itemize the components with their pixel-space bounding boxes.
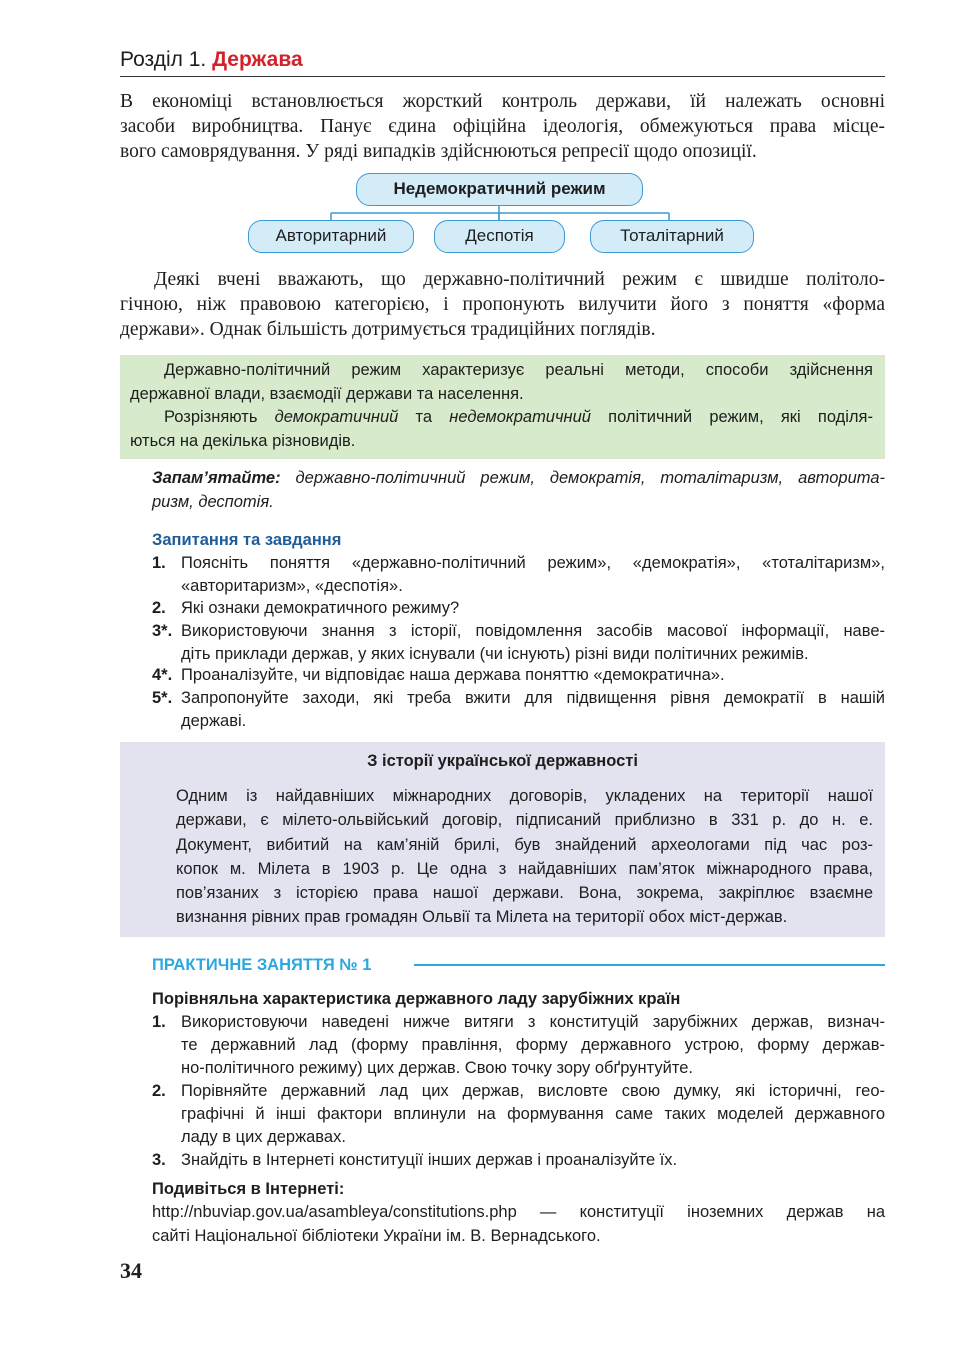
internet-links <box>152 1201 885 1248</box>
question-line: Які ознаки демократичного режиму? <box>181 599 460 617</box>
practical-number: 1. <box>152 1013 166 1031</box>
question-line: «авторитаризм», «деспотія». <box>181 577 403 595</box>
definition-text: Розрізняють <box>164 408 275 426</box>
diagram-node-authoritarian: Авторитарний <box>248 220 414 253</box>
text-line: гічною, ніж правовою категорією, і пропонують вилучити його з поняття «форма <box>120 294 885 315</box>
question-line: державі. <box>181 712 247 730</box>
definition-text: та <box>398 408 450 426</box>
practical-line: те державний лад (форму правління, форму державного устрою, форму держав- <box>181 1036 885 1054</box>
remember-line: ризм, деспотія. <box>152 492 274 511</box>
text-line: вого самоврядування. У ряді випадків здійснюються репресії щодо опозиції. <box>120 141 757 162</box>
practical-line: ладу в цих державах. <box>181 1128 346 1146</box>
history-line: копок м. Мілета в 1903 р. Це одна з найдавніших пам’яток міжнародного права, <box>176 859 873 878</box>
history-line: держави, є мілето-ольвійський договір, підписаний приблизно в 331 р. до н. е. <box>176 811 873 830</box>
question-item <box>152 552 885 598</box>
remember-line <box>152 467 885 491</box>
question-number: 5*. <box>152 689 173 707</box>
question-item <box>152 620 885 666</box>
definition-emphasis: демократичний <box>274 408 399 426</box>
diagram-root-node: Недемократичний режим <box>356 173 643 206</box>
definition-text: політичний режим, які поділя- <box>590 408 873 426</box>
practical-subtitle: Порівняльна характеристика державного ладу зарубіжних країн <box>152 990 681 1008</box>
history-line: Одним із найдавніших міжнародних договорів, укладених на території нашої <box>176 787 873 805</box>
question-line: Проаналізуйте, чи відповідає наша держава поняттю «демократична». <box>181 666 725 684</box>
question-number: 3*. <box>152 622 173 640</box>
question-item <box>152 664 885 687</box>
practical-line: графічні й інші фактори вплинули на формування саме таких моделей державного <box>181 1105 885 1123</box>
practical-heading-rule <box>414 964 885 966</box>
section-topic: Держава <box>212 48 303 71</box>
practical-line: Порівняйте державний лад цих держав, висловте свою думку, які історичні, гео- <box>181 1082 885 1100</box>
section-label: Розділ 1. <box>120 48 213 71</box>
question-line: Поясніть поняття «державно-політичний режим», «демократія», «тоталітаризм», <box>181 554 885 572</box>
practical-number: 3. <box>152 1151 166 1169</box>
remember-block <box>152 467 885 514</box>
question-line: Запропонуйте заходи, які треба вжити для підвищення рівня демократії в нашій <box>181 689 885 707</box>
definition-line: ються на декілька різновидів. <box>130 431 356 450</box>
practical-number: 2. <box>152 1082 166 1100</box>
question-number: 1. <box>152 554 166 572</box>
practical-item <box>152 1080 885 1149</box>
page-number: 34 <box>120 1258 142 1283</box>
history-line: Документ, вибитий на кам’яній брилі, був знайдений археологами під час роз- <box>176 835 873 854</box>
question-number: 2. <box>152 599 166 617</box>
questions-title: Запитання та завдання <box>152 531 342 549</box>
text-line: Деякі вчені вважають, що державно-політичний режим є швидше політоло- <box>154 269 885 290</box>
history-line: визнання рівних прав громадян Ольвії та Мілета на території обох міст-держав. <box>176 908 788 927</box>
internet-label: Подивіться в Інтернеті: <box>152 1180 345 1198</box>
text-line: В економіці встановлюється жорсткий контроль держави, їй належать основні <box>120 91 885 112</box>
practical-line: но-політичного режиму) цих держав. Свою точку зору обґрунтуйте. <box>181 1059 693 1077</box>
internet-link-line: http://nbuviap.gov.ua/asambleya/constitutions.php — конституції іноземних держав на <box>152 1203 885 1221</box>
definition-line: державної влади, взаємодії держави та населення. <box>130 384 524 403</box>
question-line: Використовуючи знання з історії, повідомлення засобів масової інформації, наве- <box>181 622 885 640</box>
history-line: пов’язаних з історією права нашої держави. Вона, зокрема, закріплює взаємне <box>176 884 873 903</box>
remember-label: Запам’ятайте: <box>152 469 281 487</box>
definition-emphasis: недемократичний <box>449 408 591 426</box>
practical-item <box>152 1149 885 1172</box>
internet-link-line: сайті Національної бібліотеки України ім. В. Вернадського. <box>152 1226 601 1245</box>
practical-line: Знайдіть в Інтернеті конституції інших держав і проаналізуйте їх. <box>181 1151 678 1169</box>
scholars-paragraph <box>120 267 885 342</box>
question-item <box>152 687 885 733</box>
remember-text: державно-політичний режим, демократія, тоталітаризм, авторита- <box>280 469 885 487</box>
text-line: держави». Однак більшість дотримується традиційних поглядів. <box>120 319 656 340</box>
definition-line <box>130 406 873 430</box>
definition-line: Державно-політичний режим характеризує реальні методи, способи здійснення <box>164 361 873 379</box>
question-number: 4*. <box>152 666 173 684</box>
history-title: З історії української державності <box>367 752 638 770</box>
practical-line: Використовуючи наведені нижче витяги з конституцій зарубіжних держав, визнач- <box>181 1013 885 1031</box>
question-item <box>152 597 885 620</box>
practical-item <box>152 1011 885 1080</box>
history-box <box>120 742 885 937</box>
practical-heading: ПРАКТИЧНЕ ЗАНЯТТЯ № 1 <box>152 956 372 974</box>
regime-diagram <box>0 0 963 270</box>
question-line: діть приклади держав, у яких існували (чи існують) різні види політичних режимів. <box>181 645 809 663</box>
diagram-node-despotism: Деспотія <box>434 220 565 253</box>
diagram-node-totalitarian: Тоталітарний <box>590 220 754 253</box>
text-line: засоби виробництва. Панує єдина офіційна ідеологія, обмежуються права місце- <box>120 116 885 137</box>
definition-box <box>120 355 885 459</box>
